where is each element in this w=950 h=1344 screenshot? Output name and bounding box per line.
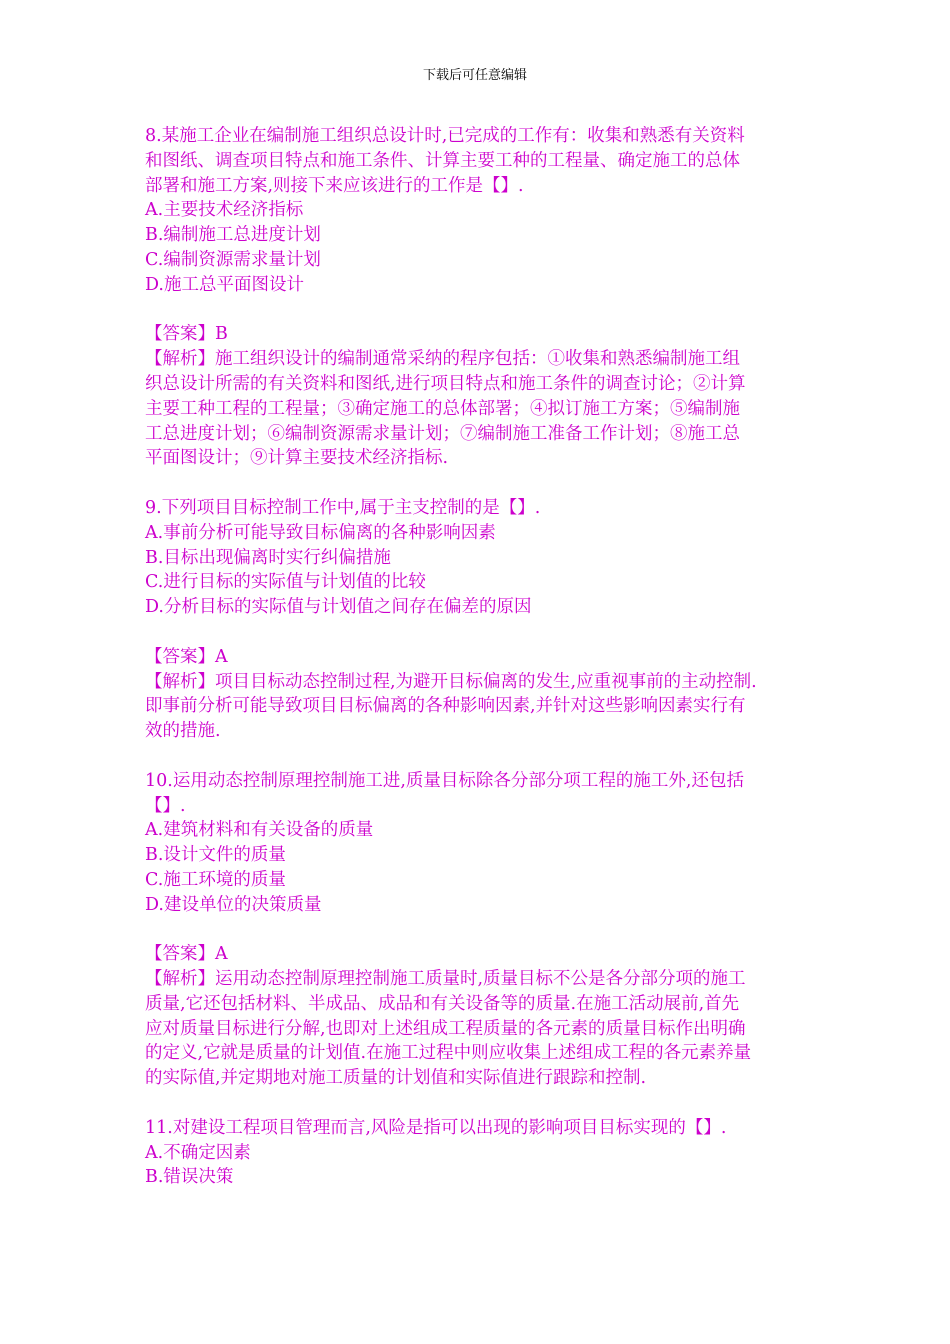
question-8: [145, 124, 810, 298]
analysis-line: 平面图设计；⑨计算主要技术经济指标.: [145, 448, 449, 469]
spacer: [145, 918, 810, 943]
option-c: C.施工环境的质量: [145, 869, 286, 890]
option-c: C.编制资源需求量计划: [145, 249, 321, 270]
question-text-line: 11.对建设工程项目管理而言,风险是指可以出现的影响项目目标实现的【】.: [145, 1117, 727, 1138]
analysis-line: 【解析】运用动态控制原理控制施工质量时,质量目标不公是各分部分项的施工: [145, 969, 746, 990]
answer-10: [145, 942, 810, 1091]
analysis-line: 即事前分析可能导致项目目标偏离的各种影响因素,并针对这些影响因素实行有: [145, 696, 746, 717]
analysis-line: 主要工种工程的工程量；③确定施工的总体部署；④拟订施工方案；⑤编制施: [145, 398, 740, 419]
spacer: [145, 620, 810, 645]
option-b: B.设计文件的质量: [145, 845, 286, 866]
analysis-line: 的实际值,并定期地对施工质量的计划值和实际值进行跟踪和控制.: [145, 1068, 647, 1089]
option-a: A.事前分析可能导致目标偏离的各种影响因素: [145, 522, 496, 543]
question-text-line: 部署和施工方案,则接下来应该进行的工作是【】.: [145, 175, 524, 196]
question-9: [145, 496, 810, 620]
spacer: [145, 471, 810, 496]
analysis-line: 应对质量目标进行分解,也即对上述组成工程质量的各元素的质量目标作出明确: [145, 1018, 746, 1039]
option-d: D.分析目标的实际值与计划值之间存在偏差的原因: [145, 597, 532, 618]
question-text-line: 和图纸、调查项目特点和施工条件、计算主要工种的工程量、确定施工的总体: [145, 150, 740, 171]
question-text-line: 8.某施工企业在编制施工组织总设计时,已完成的工作有：收集和熟悉有关资料: [145, 126, 745, 146]
question-text-line: 9.下列项目目标控制工作中,属于主支控制的是【】.: [145, 497, 541, 518]
answer-8: [145, 322, 810, 471]
question-10: [145, 769, 810, 918]
option-b: B.目标出现偏离时实行纠偏措施: [145, 547, 391, 568]
analysis-line: 效的措施.: [145, 721, 221, 742]
analysis-line: 的定义,它就是质量的计划值.在施工过程中则应收集上述组成工程的各元素养量: [145, 1043, 752, 1064]
analysis-line: 质量,它还包括材料、半成品、成品和有关设备等的质量.在施工活动展前,首先: [145, 993, 740, 1014]
option-b: B.编制施工总进度计划: [145, 225, 321, 246]
option-a: A.不确定因素: [145, 1142, 251, 1163]
spacer: [145, 1091, 810, 1116]
analysis-line: 织总设计所需的有关资料和图纸,进行项目特点和施工条件的调查讨论；②计算: [145, 373, 746, 394]
question-11: [145, 1116, 810, 1190]
answer-line: 【答案】B: [145, 324, 228, 345]
option-a: A.主要技术经济指标: [145, 200, 304, 221]
option-d: D.建设单位的决策质量: [145, 894, 322, 915]
answer-line: 【答案】A: [145, 944, 228, 965]
question-text-line: 【】.: [145, 795, 186, 816]
document-body: [145, 124, 810, 1190]
analysis-line: 工总进度计划；⑥编制资源需求量计划；⑦编制施工准备工作计划；⑧施工总: [145, 423, 740, 444]
option-a: A.建筑材料和有关设备的质量: [145, 820, 374, 841]
option-c: C.进行目标的实际值与计划值的比较: [145, 572, 426, 593]
spacer: [145, 744, 810, 769]
option-b: B.错误决策: [145, 1167, 234, 1188]
option-d: D.施工总平面图设计: [145, 274, 304, 295]
spacer: [145, 298, 810, 323]
page-header: 下载后可任意编辑: [422, 68, 527, 83]
answer-9: [145, 645, 810, 744]
analysis-line: 【解析】施工组织设计的编制通常采纳的程序包括：①收集和熟悉编制施工组: [145, 349, 740, 370]
answer-line: 【答案】A: [145, 646, 228, 667]
question-text-line: 10.运用动态控制原理控制施工进,质量目标除各分部分项工程的施工外,还包括: [145, 770, 744, 791]
analysis-line: 【解析】项目目标动态控制过程,为避开目标偏离的发生,应重视事前的主动控制.: [145, 671, 757, 692]
